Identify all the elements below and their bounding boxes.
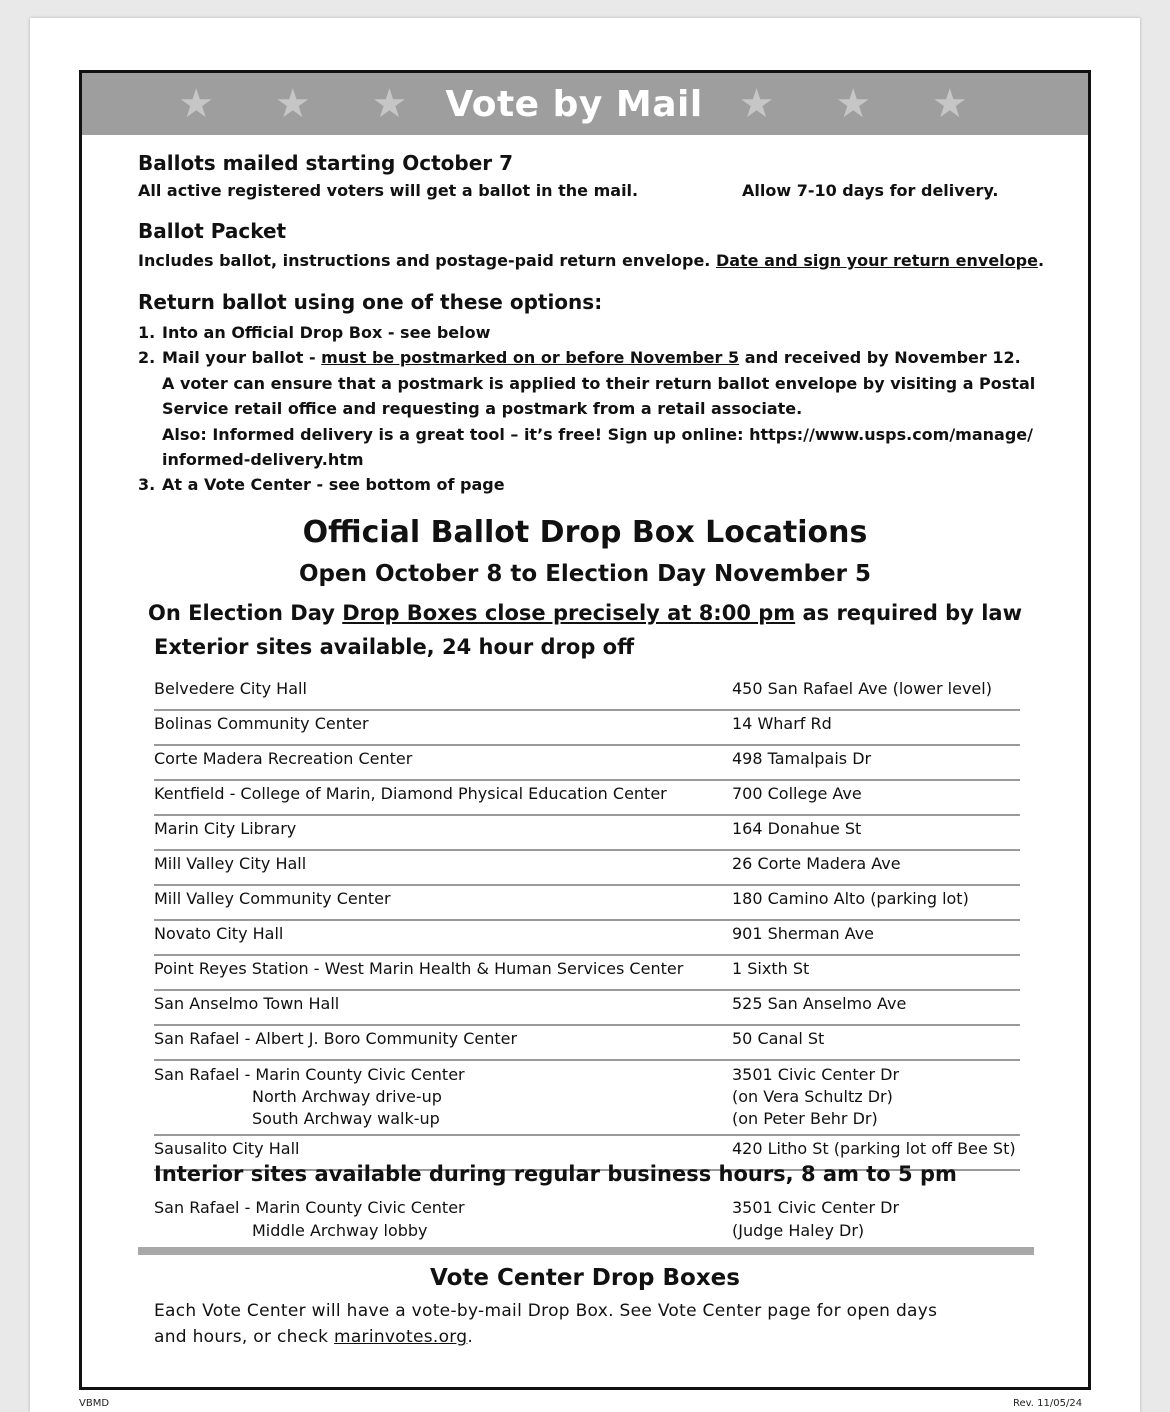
site-address-cell [732,1197,1020,1243]
packet-end: . [1037,251,1045,270]
site-name: San Rafael - Albert J. Boro Community Center [154,1025,732,1060]
close-note-time: Drop Boxes close precisely at 8:00 pm [342,601,796,625]
site-name: Point Reyes Station - West Marin Health & Human Services Center [154,955,732,990]
site-name: Marin City Library [154,815,732,850]
dropbox-subtitle: Open October 8 to Election Day November 5 [298,561,872,587]
site-name-cell [154,1060,732,1135]
table-row [154,920,1020,955]
footer-code: VBMD [79,1398,110,1409]
table-row [154,815,1020,850]
site-address: 498 Tamalpais Dr [732,745,1020,780]
footer-revision: Rev. 11/05/24 [1013,1398,1083,1409]
table-row [154,710,1020,745]
option-2-line-5: informed-delivery.htm [162,450,364,469]
mailing-line: All active registered voters will get a ballot in the mail. [138,181,639,200]
option-2-text [162,348,1021,367]
site-address: 450 San Rafael Ave (lower level) [732,676,1020,710]
option-3-number: 3. [138,475,156,494]
vote-center-title: Vote Center Drop Boxes [430,1265,740,1291]
vote-by-mail-panel [79,70,1091,1390]
site-address: 700 College Ave [732,780,1020,815]
table-row [154,780,1020,815]
section-divider [138,1247,1034,1255]
option-1-number: 1. [138,323,156,342]
table-row [154,990,1020,1025]
dropbox-title: Official Ballot Drop Box Locations [302,515,868,550]
vote-center-line-1: Each Vote Center will have a vote-by-mail Drop Box. See Vote Center page for open days [154,1301,938,1321]
site-name-cell [154,1197,732,1243]
site-sub-name: South Archway walk-up [252,1109,440,1128]
packet-heading: Ballot Packet [138,219,287,243]
exterior-heading: Exterior sites available, 24 hour drop off [154,635,635,659]
option-2-lead: Mail your ballot - [162,348,322,367]
site-address-cell [732,1060,1020,1135]
site-address: 14 Wharf Rd [732,710,1020,745]
option-2-line-2: A voter can ensure that a postmark is applied to their return ballot envelope by visiting a Postal [162,374,1036,393]
site-sub-address: (Judge Haley Dr) [732,1221,865,1240]
stars-right-icon: ★ ★ ★ [738,81,992,127]
site-name: Novato City Hall [154,920,732,955]
table-row [154,676,1020,710]
site-name: Kentfield - College of Marin, Diamond Physical Education Center [154,780,732,815]
delivery-note: Allow 7-10 days for delivery. [742,181,999,200]
vote-center-end: . [467,1327,474,1347]
option-3-text: At a Vote Center - see bottom of page [162,475,505,494]
site-address: 3501 Civic Center Dr [732,1065,900,1084]
exterior-sites-body [154,676,1020,1060]
marinvotes-link[interactable]: marinvotes.org [333,1327,468,1347]
site-address: 420 Litho St (parking lot off Bee St) [732,1135,1020,1170]
site-address: 50 Canal St [732,1025,1020,1060]
exterior-sites-table [154,676,1020,1171]
site-address: 26 Corte Madera Ave [732,850,1020,885]
banner [82,73,1088,135]
packet-text: Includes ballot, instructions and postage-paid return envelope. [138,251,711,270]
vote-center-lead: and hours, or check [154,1327,334,1347]
site-sub-address: (on Peter Behr Dr) [732,1109,878,1128]
site-name: San Rafael - Marin County Civic Center [154,1198,465,1217]
interior-sites-table [154,1197,1020,1243]
packet-sign-note: Date and sign your return envelope [715,251,1038,270]
table-row [154,885,1020,920]
packet-line [138,251,1044,270]
stars-left-icon: ★ ★ ★ [178,81,432,127]
site-sub-name: Middle Archway lobby [252,1221,428,1240]
option-2-postmark-rule: must be postmarked on or before November 5 [321,348,740,367]
dropbox-close-note [82,601,1088,625]
site-address: 525 San Anselmo Ave [732,990,1020,1025]
interior-heading: Interior sites available during regular business hours, 8 am to 5 pm [154,1162,957,1186]
site-sub-name: North Archway drive-up [252,1087,442,1106]
option-1-text: Into an Official Drop Box - see below [162,323,491,342]
table-row [154,955,1020,990]
site-name: Belvedere City Hall [154,676,732,710]
close-note-end: as required by law [795,601,1022,625]
site-name: San Anselmo Town Hall [154,990,732,1025]
site-name: Bolinas Community Center [154,710,732,745]
banner-title: Vote by Mail [445,83,703,125]
option-2-received: and received by November 12. [739,348,1021,367]
mailing-heading: Ballots mailed starting October 7 [138,151,514,175]
site-address: 180 Camino Alto (parking lot) [732,885,1020,920]
vote-center-line-2 [154,1324,473,1350]
site-address: 3501 Civic Center Dr [732,1198,900,1217]
table-row [154,1197,1020,1243]
site-name: Sausalito City Hall [154,1135,732,1170]
return-heading: Return ballot using one of these options: [138,290,603,314]
option-2-number: 2. [138,348,156,367]
site-sub-address: (on Vera Schultz Dr) [732,1087,893,1106]
option-2-line-3: Service retail office and requesting a postmark from a retail associate. [162,399,803,418]
table-row [154,1025,1020,1060]
table-row [154,1060,1020,1135]
site-name: Mill Valley City Hall [154,850,732,885]
table-row [154,850,1020,885]
site-address: 1 Sixth St [732,955,1020,990]
site-address: 901 Sherman Ave [732,920,1020,955]
site-address: 164 Donahue St [732,815,1020,850]
option-2-line-4: Also: Informed delivery is a great tool – it’s free! Sign up online: https://www.usps.com/manage/ [162,425,1033,444]
site-name: San Rafael - Marin County Civic Center [154,1065,465,1084]
site-name: Mill Valley Community Center [154,885,732,920]
table-row [154,745,1020,780]
close-note-lead: On Election Day [148,601,343,625]
site-name: Corte Madera Recreation Center [154,745,732,780]
